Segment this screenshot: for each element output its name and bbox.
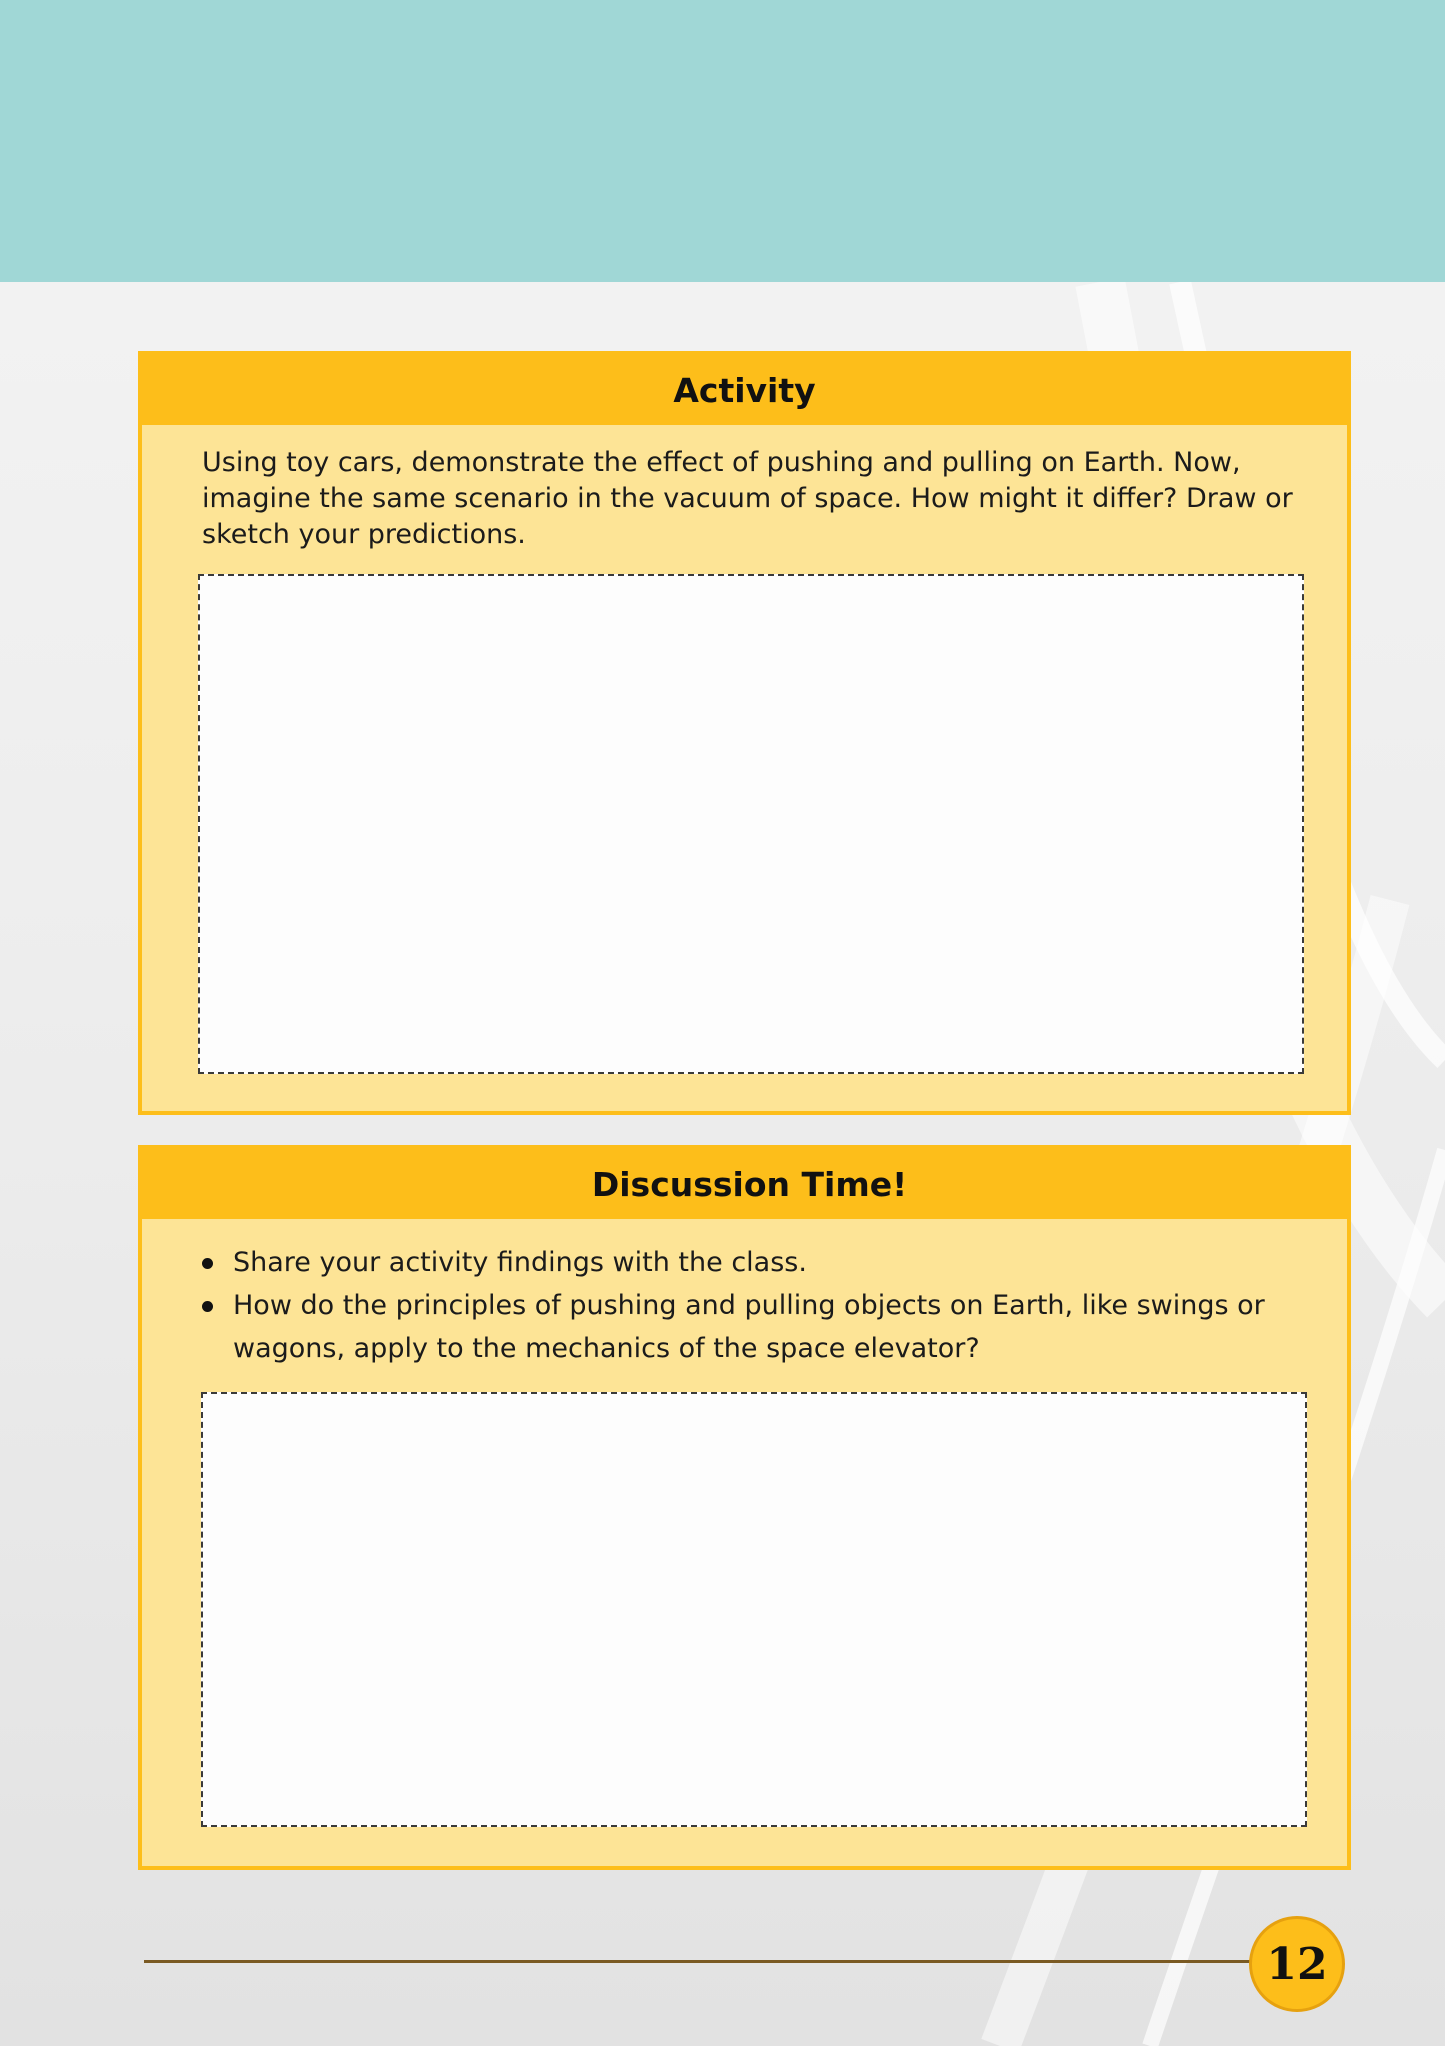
list-item: How do the principles of pushing and pulling objects on Earth, like swings or wagons, apply to the mechanics of the space elevator? xyxy=(198,1284,1308,1370)
activity-title: Activity xyxy=(142,355,1347,425)
discussion-questions xyxy=(198,1241,1308,1370)
activity-drawing-area[interactable] xyxy=(198,574,1304,1074)
activity-instructions: Using toy cars, demonstrate the effect of pushing and pulling on Earth. Now, imagine the same scenario in the vacuum of space. How might it differ? Draw or sketch your predictions. xyxy=(202,447,1293,550)
top-banner xyxy=(0,0,1445,282)
activity-card xyxy=(138,351,1351,1115)
discussion-card xyxy=(138,1145,1351,1870)
discussion-answer-area[interactable] xyxy=(201,1392,1307,1827)
list-item: Share your activity findings with the class. xyxy=(198,1241,1308,1284)
footer-rule xyxy=(144,1960,1259,1963)
page-number-badge: 12 xyxy=(1249,1916,1345,2012)
discussion-title: Discussion Time! xyxy=(142,1149,1347,1219)
